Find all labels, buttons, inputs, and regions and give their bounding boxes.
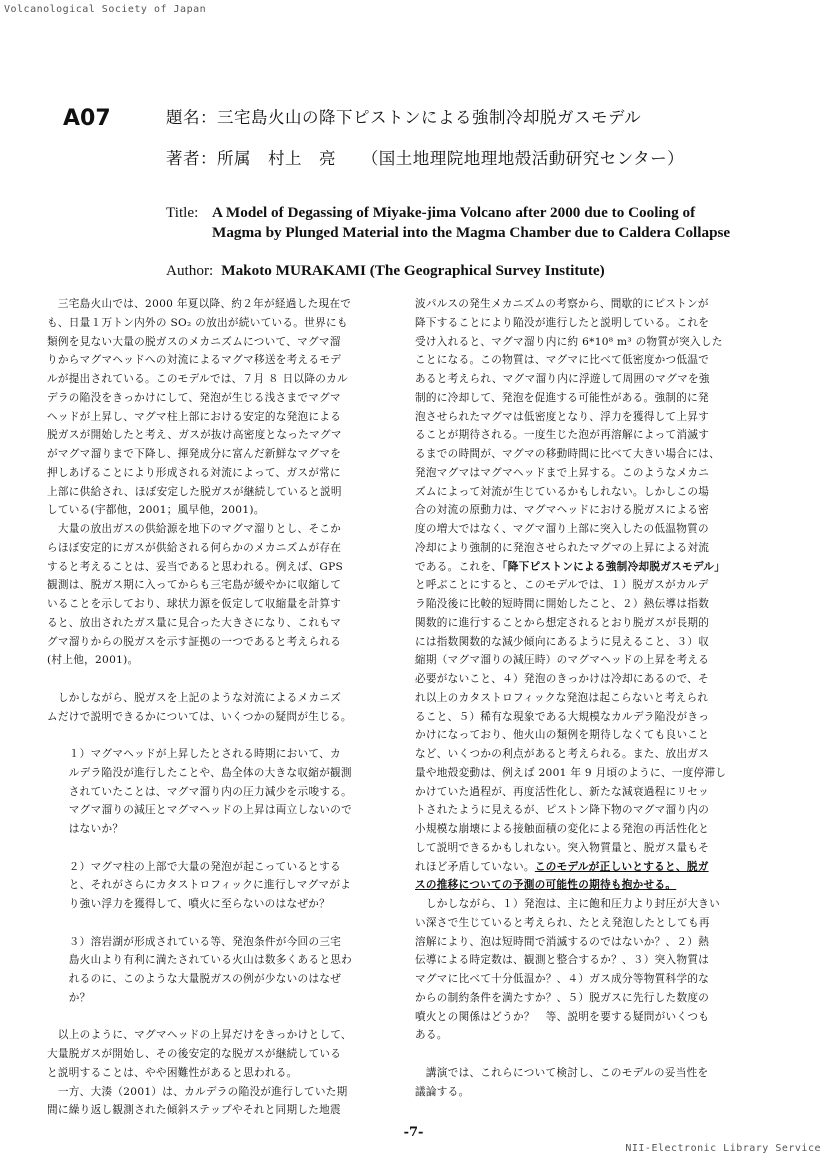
text-line: ること、５）稀有な現象である大規模なカルデラ陥没がきっ	[415, 710, 710, 723]
text-line: がマグマ溜りまで下降し、揮発成分に富んだ新鮮なマグマを	[47, 448, 342, 460]
text-line: 泡させられたマグマは低密度となり、浮力を獲得して上昇す	[415, 410, 710, 423]
text-line	[415, 876, 765, 895]
text-line: 講演では、これらについて検討し、このモデルの妥当性を	[415, 1066, 709, 1079]
right-column	[415, 295, 765, 1101]
text-line: 以上のように、マグマヘッドの上昇だけをきっかけとして、	[47, 1029, 352, 1042]
text-line: かけになっており、他火山の類例を期待しなくても良いこと	[415, 729, 710, 742]
text-line: など、いくつかの利点があると考えられる。また、放出ガス	[415, 748, 710, 760]
text-line: 類例を見ない大量の脱ガスのメカニズムについて、マグマ溜	[47, 335, 341, 348]
text-line: か？	[47, 991, 91, 1004]
text-line: である。これを、「降下ピストンによる強制冷却脱ガスモデル」	[415, 560, 726, 573]
text-line: デラの陥没をきっかけにして、発泡が生じる浅さまでマグマ	[47, 391, 341, 404]
left-column	[47, 295, 395, 1120]
emphasis-text: このモデルが正しいとすると、脱ガ	[534, 860, 709, 873]
text-line	[415, 1045, 765, 1064]
text-line: 度の増大ではなく、マグマ溜り上部に突入したの低温物質の	[415, 523, 709, 535]
text-line: れるのに、このような大量脱ガスの例が少ないのはなぜ	[47, 973, 342, 985]
text-line: からの制約条件を満たすか？、５）脱ガスに先行した数度の	[415, 991, 710, 1004]
text-line: グマ溜りからの脱ガスを示す証拠の一つであると考えられる	[47, 635, 342, 648]
text-line: 必要がないこと、４）発泡のきっかけは冷却にあるので、そ	[415, 673, 709, 685]
text-line: ムだけで説明できるかについては、いくつかの疑問が生じる。	[47, 710, 352, 723]
text-line: 発泡マグマはマグマヘッドまで上昇する。このようなメカニ	[415, 466, 710, 479]
text-line: い深さで生じていると考えられ、たとえ発泡したとしても再	[415, 916, 710, 929]
text-line: すると考えることは、妥当であると思われる。例えば、GPS	[47, 560, 344, 573]
text-line: いることを示しており、球状力源を仮定して収縮量を計算す	[47, 598, 342, 610]
text-line: ラ陥没後に比較的短時間に開始したこと、２）熱伝導は指数	[415, 598, 710, 610]
text-line: りからマグマヘッドへの対流によるマグマ移送を考えるモデ	[47, 354, 342, 367]
text-line: 小規模な崩壊による接触面積の変化による発泡の再活性化と	[415, 823, 710, 835]
text-line: 制的に冷却して、発泡を促進する可能性がある。強制的に発	[415, 391, 709, 404]
text-line: ３）溶岩湖が形成されている等、発泡条件が今回の三宅	[47, 935, 342, 948]
text-line: ルデラ陥没が進行したことや、島全体の大きな収縮が観測	[47, 766, 352, 779]
text-line: り強い浮力を獲得して、噴火に至らないのはなぜか？	[47, 898, 331, 910]
text-line: ヘッドが上昇し、マグマ柱上部における安定的な発泡による	[47, 410, 342, 423]
english-title	[166, 203, 766, 243]
text-line: ことになる。この物質は、マグマに比べて低密度かつ低温で	[415, 354, 710, 367]
english-title-line-1: A Model of Degassing of Miyake-jima Volcano after 2000 due to Cooling of	[212, 204, 696, 221]
text-line: 量や地殻変動は、例えば 2001 年 9 月頃のように、一度停滞し	[415, 766, 727, 779]
text-line: 伝導による時定数は、観測と整合するか？、３）突入物質は	[415, 954, 710, 967]
text-line: 噴火との関係はどうか？ 等、説明を要する疑問がいくつも	[415, 1010, 710, 1023]
text-line: 押しあげることにより形成される対流によって、ガスが常に	[47, 466, 341, 479]
text-line: ることが期待される。一度生じた泡が再溶解によって消滅す	[415, 429, 710, 442]
text-line: 島火山より有利に満たされている火山は数多くあると思わ	[47, 954, 353, 967]
emphasis-text: スの推移についての予測の可能性の期待も抱かせる。	[415, 879, 677, 892]
text-line: して説明できるかもしれない。突入物質量と、脱ガス量もそ	[415, 841, 710, 854]
text-line	[47, 839, 395, 858]
text-line: 波パルスの発生メカニズムの考察から、間歇的にピストンが	[415, 298, 709, 310]
text-line: と説明することは、やや困難性があると思われる。	[47, 1066, 298, 1079]
text-line: と、それがさらにカタストロフィックに進行しマグマがよ	[47, 879, 352, 892]
text-line: 関数的に進行することから想定されるとおり脱ガスが長期的	[415, 616, 710, 629]
text-line	[47, 726, 395, 745]
text-line: 三宅島火山では、2000 年夏以降、約２年が経過した現在で	[47, 298, 352, 310]
library-footer: NII-Electronic Library Service	[625, 1143, 821, 1154]
text-line: 議論する。	[415, 1085, 470, 1098]
text-line: るまでの時間が、マグマの移動時間に比べて大きい場合には、	[415, 448, 721, 460]
text-line: １）マグマヘッドが上昇したとされる時期において、カ	[47, 748, 341, 760]
text-line: には指数関数的な減少傾向にあるように見えること、３）収	[415, 635, 710, 648]
text-line: 上部に供給され、ほぼ安定した脱ガスが継続していると説明	[47, 485, 342, 498]
text-line: 受け入れると、マグマ溜り内に約 6*10⁸ m³ の物質が突入した	[415, 335, 723, 348]
text-line: はないか？	[47, 823, 124, 835]
text-line: 大量の放出ガスの供給源を地下のマグマ溜りとし、そこか	[47, 523, 342, 535]
text-line: している(宇都他，2001；風早他，2001)。	[47, 504, 265, 517]
text-line: れ以上のカタストロフィックな発泡は起こらないと考えられ	[415, 691, 709, 704]
text-line: ルが提出されている。このモデルでは、７月 ８ 日以降のカル	[47, 373, 348, 385]
english-title-line-2: Magma by Plunged Material into the Magma Chamber due to Caldera Collapse	[212, 224, 731, 241]
text-line	[47, 1008, 395, 1027]
text-line: ２）マグマ柱の上部で大量の発泡が起こっているとする	[47, 860, 341, 873]
text-line: あると考えられ、マグマ溜り内に浮遊して周囲のマグマを強	[415, 373, 710, 385]
abstract-code: A07	[63, 106, 111, 131]
emphasis-text: 「降下ピストンによる強制冷却脱ガスモデル」	[502, 560, 726, 573]
text-line: 冷却により強制的に発泡させられたマグマの上昇による対流	[415, 541, 710, 554]
text-line: 大量脱ガスが開始し、その後安定的な脱ガスが継続している	[47, 1048, 342, 1060]
text-line: 間に繰り返し観測された傾斜ステップやそれと同期した地震	[47, 1104, 341, 1117]
text-line: かけていた過程が、再度活性化し、新たな減衰過程にリセッ	[415, 785, 710, 798]
text-line: (村上他，2001)。	[47, 654, 139, 667]
text-line: しかしながら、１）発泡は、主に飽和圧力より封圧が大きい	[415, 898, 721, 910]
text-line: と呼ぶことにすると、このモデルでは、１）脱ガスがカルデ	[415, 579, 709, 592]
japanese-title: 題名：三宅島火山の降下ピストンによる強制冷却脱ガスモデル	[166, 108, 642, 127]
text-line: 降下することにより陥没が進行したと説明している。これを	[415, 316, 710, 329]
text-line: トされたように見えるが、ピストン降下物のマグマ溜り内の	[415, 804, 710, 817]
text-line: 観測は、脱ガス期に入ってからも三宅島が緩やかに収縮して	[47, 579, 342, 592]
text-line	[47, 670, 395, 689]
text-line: しかしながら、脱ガスを上記のような対流によるメカニズ	[47, 691, 342, 704]
text-line: されていたことは、マグマ溜り内の圧力減少を示唆する。	[47, 785, 353, 798]
japanese-author: 著者：所属 村上 亮 （国土地理院地理地殻活動研究センター）	[166, 149, 685, 168]
english-author	[166, 262, 605, 280]
text-line: 溶解により、泡は短時間で消滅するのではないか？、２）熱	[415, 935, 710, 948]
text-line: も、日量１万トン内外の SO₂ の放出が続いている。世界にも	[47, 316, 348, 329]
english-author-name: Makoto MURAKAMI (The Geographical Survey Institute)	[221, 262, 605, 279]
author-label: Author:	[166, 262, 214, 279]
text-line: 合の対流の原動力は、マグマヘッドにおける脱ガスによる密	[415, 504, 710, 517]
text-line: ズムによって対流が生じているかもしれない。しかしこの場	[415, 485, 710, 498]
text-line: れほど矛盾していない。このモデルが正しいとすると、脱ガ	[415, 860, 709, 873]
text-line: マグマに比べて十分低温か？、４）ガス成分等物質科学的な	[415, 973, 710, 985]
text-line: 一方、大湊（2001）は、カルデラの陥没が進行していた期	[47, 1085, 348, 1098]
text-line: らほぼ安定的にガスが供給される何らかのメカニズムが存在	[47, 541, 342, 554]
text-line: マグマ溜りの減圧とマグマヘッドの上昇は両立しないので	[47, 804, 353, 817]
society-header: Volcanological Society of Japan	[4, 4, 207, 15]
text-line: ると、放出されたガス量に見合った大きさになり、これもマ	[47, 616, 342, 629]
text-line: ある。	[415, 1029, 448, 1042]
page-number: -7-	[403, 1125, 424, 1140]
text-line	[47, 914, 395, 933]
text-line: 縮期（マグマ溜りの減圧時）のマグマヘッドの上昇を考える	[415, 654, 710, 667]
text-line: 脱ガスが開始したと考え、ガスが抜け高密度となったマグマ	[47, 429, 342, 442]
title-label: Title:	[166, 204, 199, 221]
